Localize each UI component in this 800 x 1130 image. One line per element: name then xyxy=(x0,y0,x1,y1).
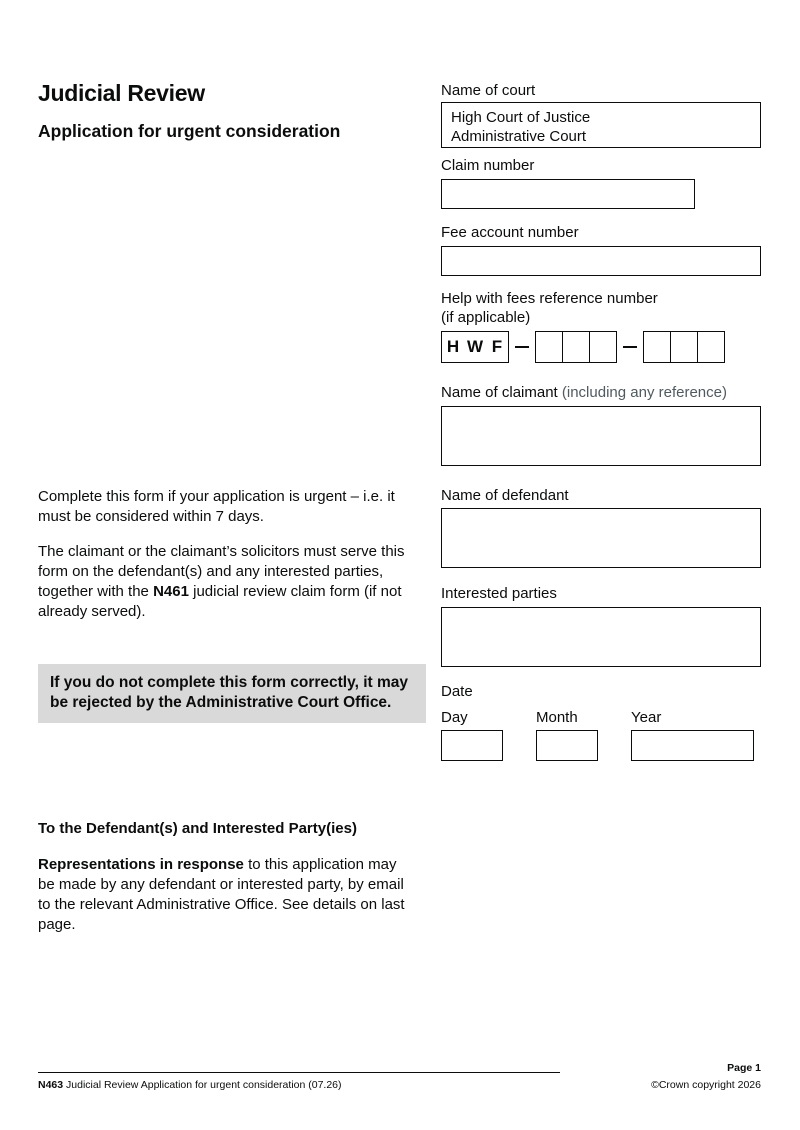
claimant-label-text: Name of claimant xyxy=(441,384,558,401)
footer-divider xyxy=(38,1072,560,1073)
footer-form-title: Judicial Review Application for urgent consideration (07.26) xyxy=(63,1079,342,1091)
warning-callout: If you do not complete this form correctly, it may be rejected by the Administrative Court Office. xyxy=(38,664,426,723)
hwf-reference-input xyxy=(441,331,725,363)
fee-account-label: Fee account number xyxy=(441,224,579,241)
court-line-2: Administrative Court xyxy=(451,128,587,145)
month-label: Month xyxy=(536,709,578,726)
court-label: Name of court xyxy=(441,82,536,99)
page-title: Judicial Review xyxy=(38,80,205,106)
representations-text: to this application may be made by any defendant or interested party, by email to the relevant Administrative Office. See details on last page. xyxy=(38,856,405,933)
interested-parties-label: Interested parties xyxy=(441,585,557,602)
fee-account-field[interactable] xyxy=(441,246,761,276)
day-field[interactable] xyxy=(441,730,503,761)
representations-paragraph xyxy=(38,855,408,935)
copyright: ©Crown copyright 2026 xyxy=(651,1079,761,1091)
page-number: Page 1 xyxy=(727,1062,761,1074)
hwf-cell[interactable] xyxy=(590,332,616,362)
claimant-label xyxy=(441,383,727,402)
intro-paragraph-2-end: judicial review claim form (if not already served). xyxy=(38,583,402,620)
representations-bold: Representations in response xyxy=(38,856,244,873)
footer-form-code: N463 xyxy=(38,1079,64,1091)
hwf-prefix-f: F xyxy=(491,337,503,356)
hwf-dash xyxy=(515,346,529,348)
form-reference: N461 xyxy=(153,583,189,600)
claim-number-label: Claim number xyxy=(441,157,535,174)
court-field[interactable] xyxy=(441,102,761,148)
hwf-group-1 xyxy=(535,331,617,363)
date-label: Date xyxy=(441,683,473,700)
intro-paragraph-2-start: The claimant or the claimant’s solicitors must serve this form on the defendant(s) and any interested parties, together with the xyxy=(38,543,405,600)
day-label: Day xyxy=(441,709,468,726)
claimant-field[interactable] xyxy=(441,406,761,466)
defendant-label: Name of defendant xyxy=(441,487,569,504)
hwf-prefix xyxy=(441,331,509,363)
hwf-dash xyxy=(623,346,637,348)
footer-form-name xyxy=(38,1079,342,1091)
hwf-prefix-w: W xyxy=(466,337,484,356)
hwf-cell[interactable] xyxy=(671,332,698,362)
hwf-label-line-1: Help with fees reference number xyxy=(441,290,658,307)
defendant-field[interactable] xyxy=(441,508,761,568)
hwf-prefix-h: H xyxy=(446,337,460,356)
court-line-1: High Court of Justice xyxy=(451,109,591,126)
year-field[interactable] xyxy=(631,730,754,761)
hwf-cell[interactable] xyxy=(644,332,671,362)
hwf-cell[interactable] xyxy=(563,332,590,362)
claim-number-field[interactable] xyxy=(441,179,695,209)
hwf-label-line-2: (if applicable) xyxy=(441,309,531,326)
interested-parties-field[interactable] xyxy=(441,607,761,667)
representations-heading: To the Defendant(s) and Interested Party(ies) xyxy=(38,820,357,837)
intro-paragraph-1: Complete this form if your application is urgent – i.e. it must be considered within 7 days. xyxy=(38,488,395,525)
hwf-cell[interactable] xyxy=(536,332,563,362)
year-label: Year xyxy=(631,709,662,726)
hwf-cell[interactable] xyxy=(698,332,724,362)
hwf-label xyxy=(441,289,658,327)
month-field[interactable] xyxy=(536,730,598,761)
hwf-group-2 xyxy=(643,331,725,363)
page-subtitle: Application for urgent consideration xyxy=(38,121,341,141)
intro-paragraph-2 xyxy=(38,542,423,622)
claimant-label-note: (including any reference) xyxy=(561,384,727,401)
